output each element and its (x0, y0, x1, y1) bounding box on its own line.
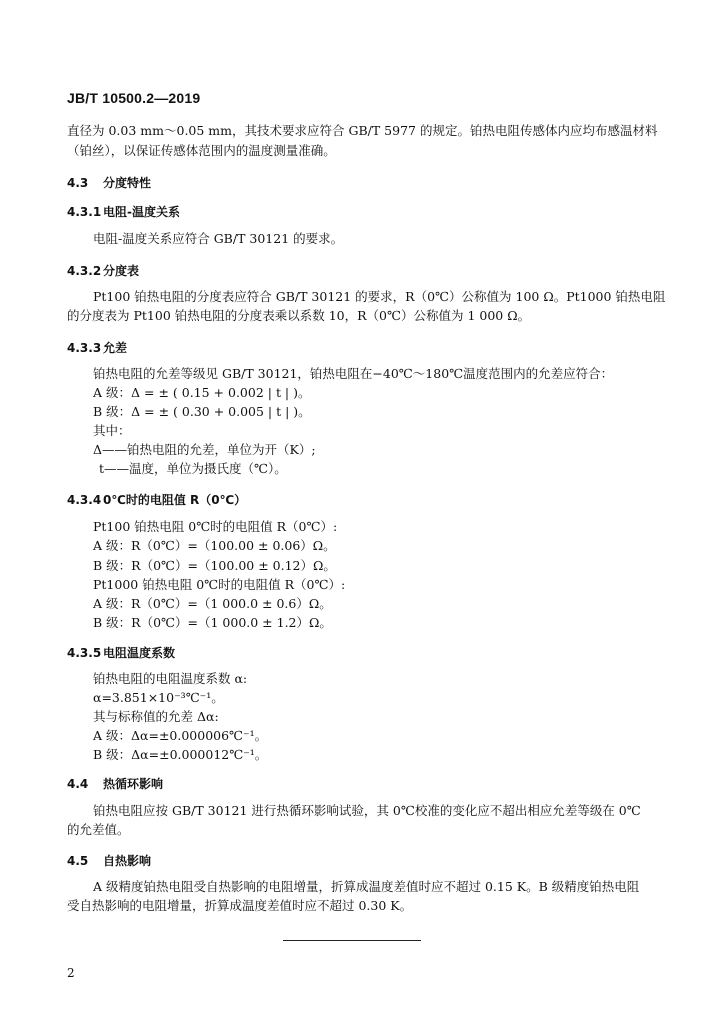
t-definition: t——温度，单位为摄氏度（℃）。 (99, 461, 287, 476)
where-label: 其中： (93, 423, 131, 438)
heading-title: 允差 (103, 341, 128, 355)
heading-4-4 (67, 775, 163, 792)
heading-number: 4.3.4 (67, 493, 102, 507)
heading-number: 4.3.3 (67, 341, 102, 355)
heading-title: 自热影响 (103, 854, 152, 868)
intro-line-1: 直径为 0.03 mm～0.05 mm，其技术要求应符合 GB/T 5977 的规定。铂热电阻传感体内应均布感温材料 (67, 123, 658, 138)
paragraph-4-4-line-1: 铂热电阻应按 GB/T 30121 进行热循环影响试验，其 0℃校准的变化应不超出相应允差等级在 0℃ (93, 803, 641, 818)
heading-4-5 (67, 852, 151, 869)
heading-number: 4.3 (67, 176, 89, 190)
paragraph-4-4-line-2: 的允差值。 (67, 822, 130, 837)
pt1000-class-a: A 级：R（0℃）=（1 000.0 ± 0.6）Ω。 (93, 596, 332, 611)
delta-definition: Δ——铂热电阻的允差，单位为开（K）; (93, 442, 316, 457)
heading-title: 热循环影响 (103, 777, 164, 791)
heading-title: 分度表 (103, 264, 140, 278)
heading-4-3-4 (67, 491, 246, 508)
paragraph-4-5-line-1: A 级精度铂热电阻受自热影响的电阻增量，折算成温度差值时应不超过 0.15 K。B 级精度铂热电阻 (93, 879, 640, 894)
heading-4-3-3 (67, 339, 127, 356)
end-divider (283, 940, 421, 941)
heading-number: 4.3.2 (67, 264, 102, 278)
heading-title: 0℃时的电阻值 R（0℃） (103, 493, 247, 507)
heading-number: 4.3.5 (67, 646, 102, 660)
heading-4-3-2 (67, 262, 139, 279)
pt100-resistance-label: Pt100 铂热电阻 0℃时的电阻值 R（0℃）: (93, 519, 338, 534)
intro-line-2: （铂丝），以保证传感体范围内的温度测量准确。 (67, 143, 336, 158)
pt100-class-b: B 级：R（0℃）=（100.00 ± 0.12）Ω。 (93, 558, 336, 573)
pt100-class-a: A 级：R（0℃）=（100.00 ± 0.06）Ω。 (93, 538, 336, 553)
paragraph-4-3-2-line-1: Pt100 铂热电阻的分度表应符合 GB/T 30121 的要求，R（0℃）公称值为 100 Ω。Pt1000 铂热电阻 (93, 289, 666, 304)
tolerance-intro: 铂热电阻的允差等级见 GB/T 30121，铂热电阻在−40℃～180℃温度范围内的允差应符合： (93, 366, 614, 381)
heading-4-3-1 (67, 203, 180, 220)
pt1000-resistance-label: Pt1000 铂热电阻 0℃时的电阻值 R（0℃）: (93, 577, 346, 592)
coefficient-class-b: B 级：Δα=±0.000012℃⁻¹。 (93, 747, 268, 762)
pt1000-class-b: B 级：R（0℃）=（1 000.0 ± 1.2）Ω。 (93, 615, 332, 630)
temp-coefficient-label: 铂热电阻的电阻温度系数 α: (93, 671, 248, 686)
paragraph-4-5-line-2: 受自热影响的电阻增量，折算成温度差值时应不超过 0.30 K。 (67, 898, 413, 913)
page-number: 2 (67, 966, 75, 980)
coefficient-tolerance-label: 其与标称值的允差 Δα: (93, 709, 219, 724)
temp-coefficient-value: α=3.851×10⁻³℃⁻¹。 (93, 690, 224, 705)
paragraph-4-3-1: 电阻-温度关系应符合 GB/T 30121 的要求。 (93, 231, 344, 246)
tolerance-class-a: A 级：Δ = ± ( 0.15 + 0.002 | t | )。 (93, 385, 311, 400)
heading-title: 电阻-温度关系 (103, 205, 180, 219)
heading-title: 分度特性 (103, 176, 152, 190)
heading-4-3 (67, 174, 151, 191)
heading-number: 4.5 (67, 854, 89, 868)
coefficient-class-a: A 级：Δα=±0.000006℃⁻¹。 (93, 728, 268, 743)
paragraph-4-3-2-line-2: 的分度表为 Pt100 铂热电阻的分度表乘以系数 10，R（0℃）公称值为 1 000 Ω。 (67, 308, 531, 323)
standard-number-header: JB/T 10500.2—2019 (67, 90, 201, 106)
heading-number: 4.4 (67, 777, 89, 791)
heading-number: 4.3.1 (67, 205, 102, 219)
heading-4-3-5 (67, 644, 175, 661)
tolerance-class-b: B 级：Δ = ± ( 0.30 + 0.005 | t | )。 (93, 404, 311, 419)
heading-title: 电阻温度系数 (103, 646, 176, 660)
